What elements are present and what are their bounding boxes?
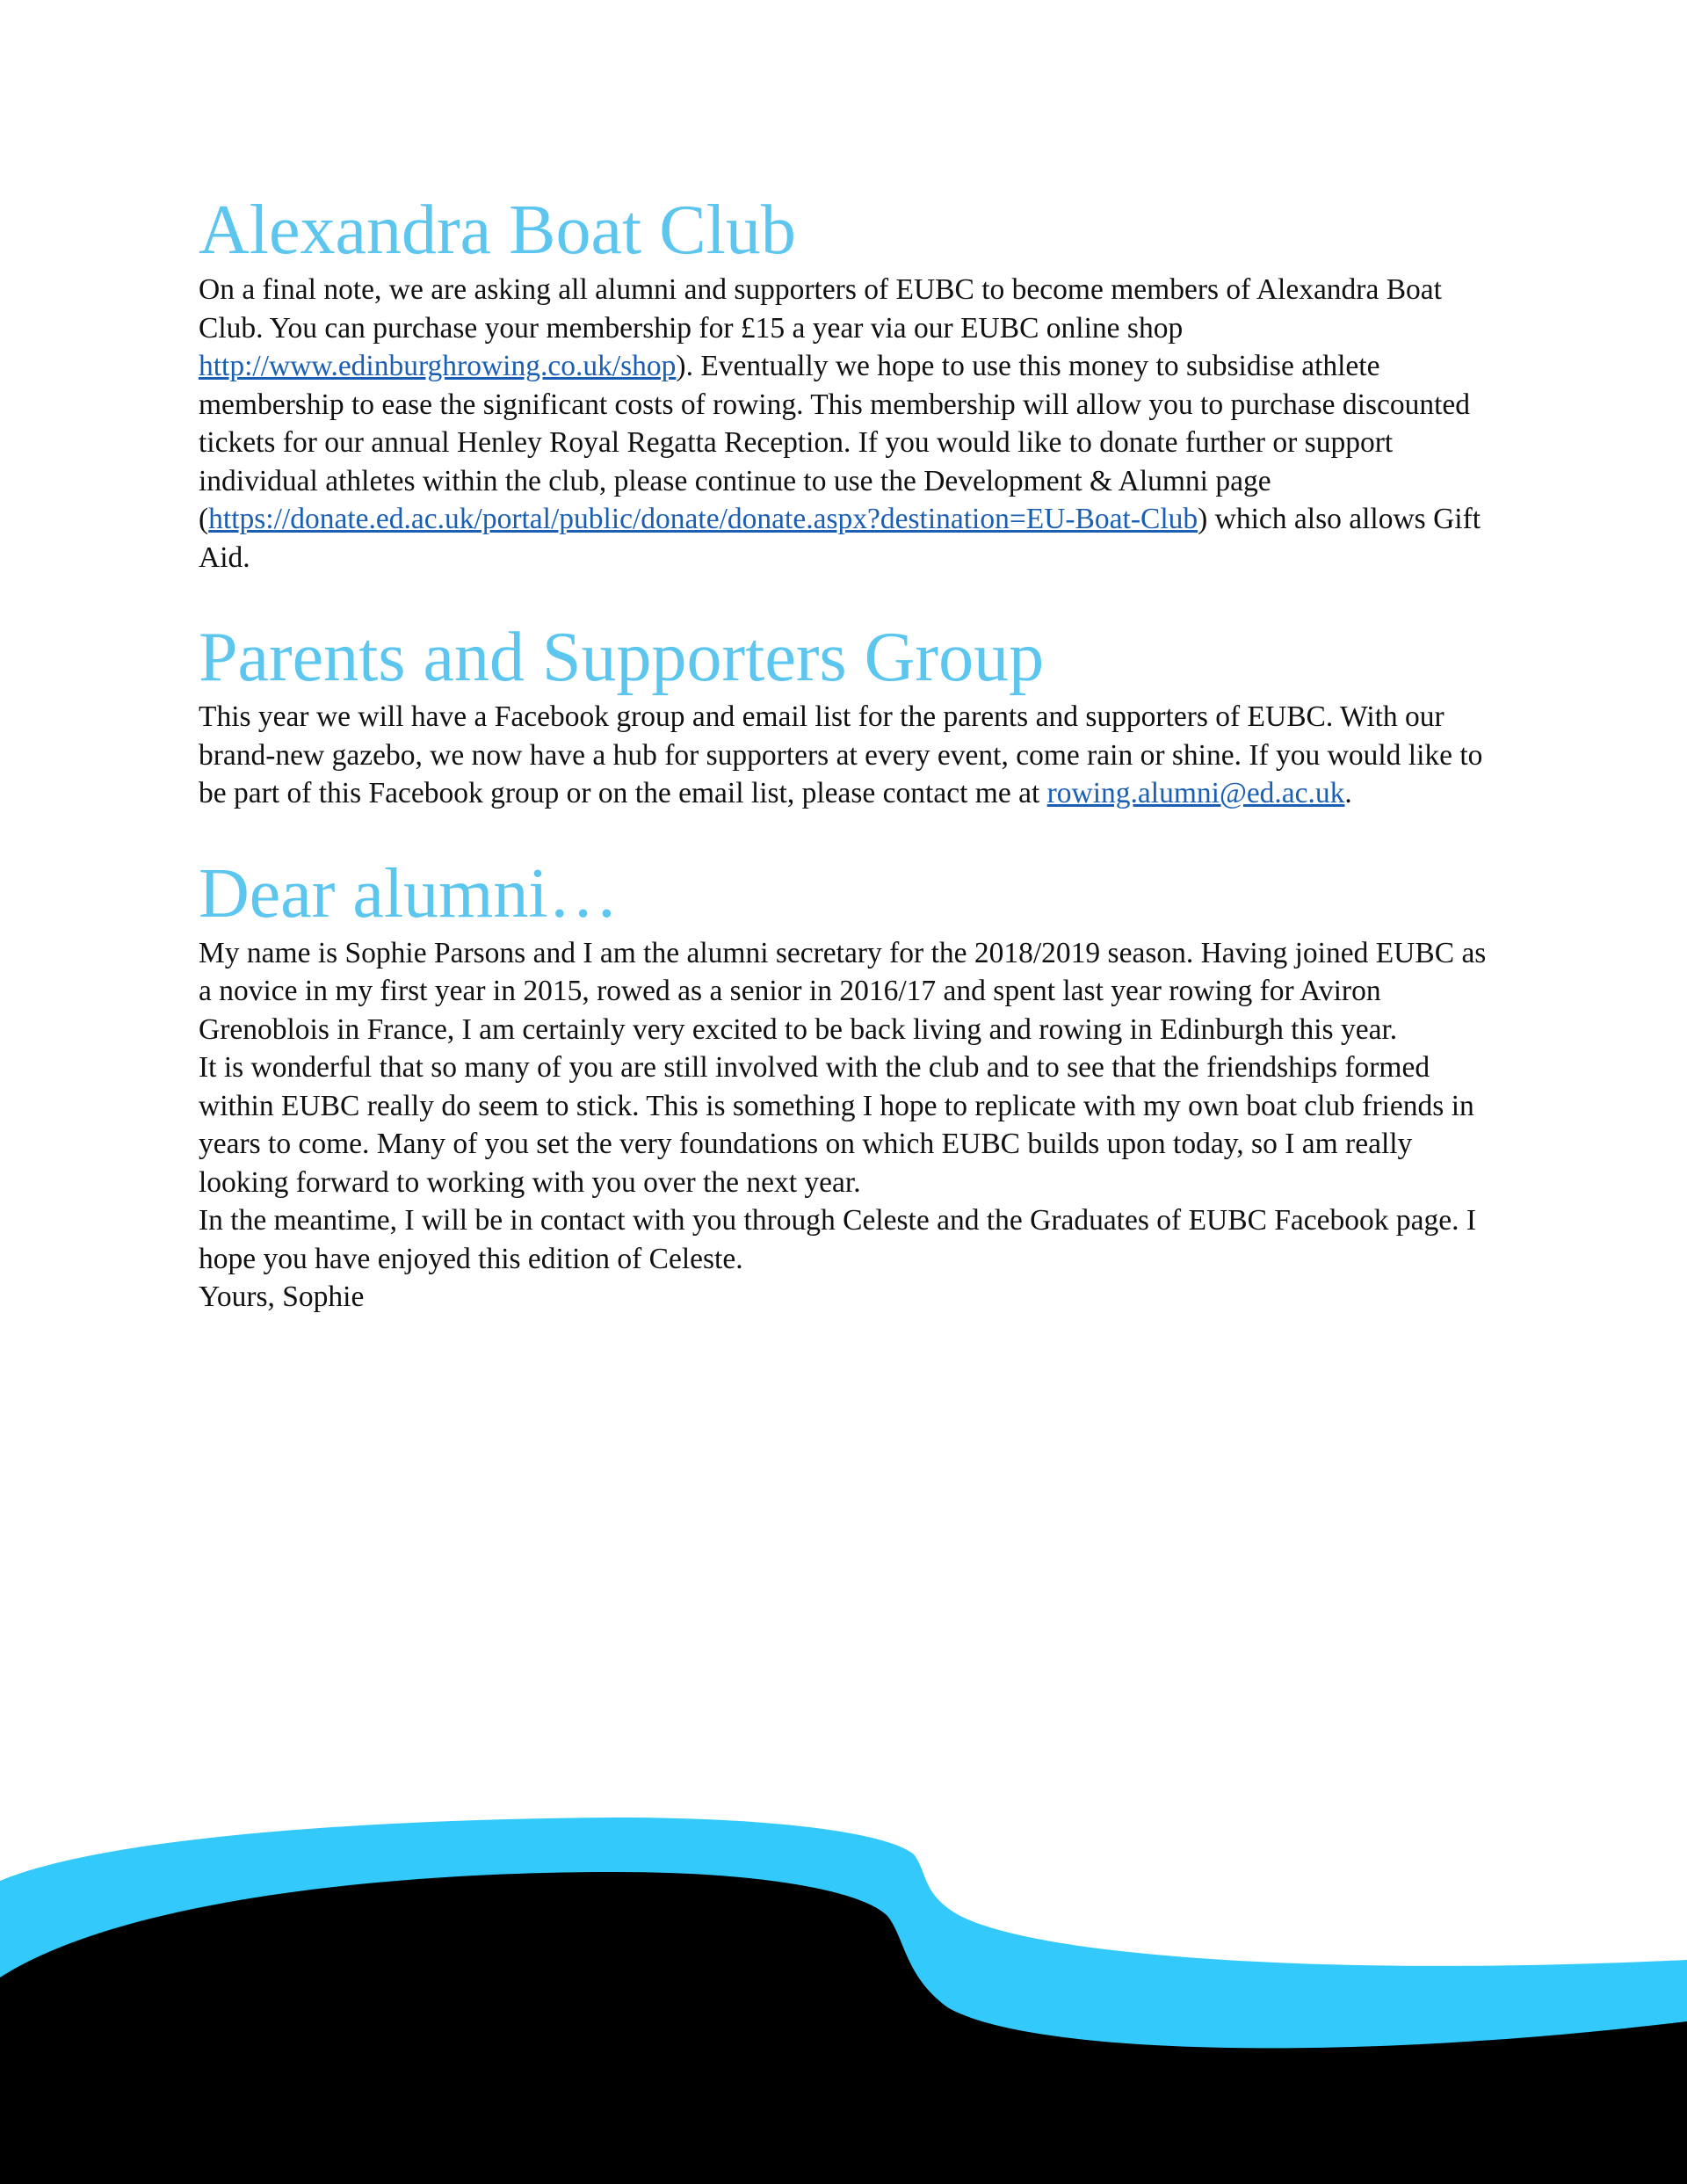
section-parents-supporters	[199, 619, 1499, 813]
text-segment: On a final note, we are asking all alumni and supporters of EUBC to become members of Alexandra Boat Club. You can purchase your membership for £15 a year via our EUBC online shop	[199, 273, 1442, 345]
heading-alexandra-boat-club: Alexandra Boat Club	[199, 192, 796, 269]
wave-blue-band	[0, 1818, 1687, 2184]
text-segment: ) which also allows Gift Aid.	[199, 503, 1481, 574]
letter-body	[199, 934, 1499, 1317]
heading-parents-supporters: Parents and Supporters Group	[199, 619, 1045, 696]
shop-link[interactable]: http://www.edinburghrowing.co.uk/shop	[199, 350, 677, 382]
section-dear-alumni	[199, 854, 1499, 1317]
letter-paragraph-friendships: It is wonderful that so many of you are still involved with the club and to see that the friendships formed within EUBC really do seem to stick. This is something I hope to replicate with my own boat club friends in years to come. Many of you set the very foundations on which EUBC builds upon today, so I am really looking forward to working with you over the next year.	[199, 1051, 1474, 1199]
wave-black-base	[0, 1872, 1687, 2184]
donate-link[interactable]: https://donate.ed.ac.uk/portal/public/donate/donate.aspx?destination=EU-Boat-Club	[208, 503, 1198, 535]
article-body	[199, 192, 1499, 1362]
text-segment: This year we will have a Facebook group and email list for the parents and supporters of EUBC. With our brand-new gazebo, we now have a hub for supporters at every event, come rain or shine. If you would like to be part of this Facebook group or on the email list, please contact me at	[199, 700, 1483, 809]
paragraph-alexandra-membership	[199, 271, 1499, 577]
heading-dear-alumni: Dear alumni…	[199, 854, 619, 932]
letter-sign-off: Yours, Sophie	[199, 1281, 365, 1313]
section-alexandra-boat-club	[199, 192, 1499, 577]
text-segment: ). Eventually we hope to use this money to subsidise athlete membership to ease the significant costs of rowing. This membership will allow you to purchase discounted tickets for our annual Henley Royal Regatta Reception. If you would like to donate further or support individual athletes within the club, please continue to use the Development & Alumni page (	[199, 350, 1471, 535]
email-link[interactable]: rowing.alumni@ed.ac.uk	[1046, 777, 1345, 809]
letter-paragraph-intro: My name is Sophie Parsons and I am the alumni secretary for the 2018/2019 season. Having joined EUBC as a novice in my first year in 2015, rowed as a senior in 2016/17 and spent last year rowing for Aviron Grenoblois in France, I am certainly very excited to be back living and rowing in Edinburgh this year.	[199, 936, 1487, 1046]
paragraph-parents-group	[199, 698, 1499, 813]
letter-paragraph-meantime: In the meantime, I will be in contact with you through Celeste and the Graduates of EUBC Facebook page. I hope you have enjoyed this edition of Celeste.	[199, 1204, 1477, 1275]
text-segment: .	[1344, 777, 1352, 809]
